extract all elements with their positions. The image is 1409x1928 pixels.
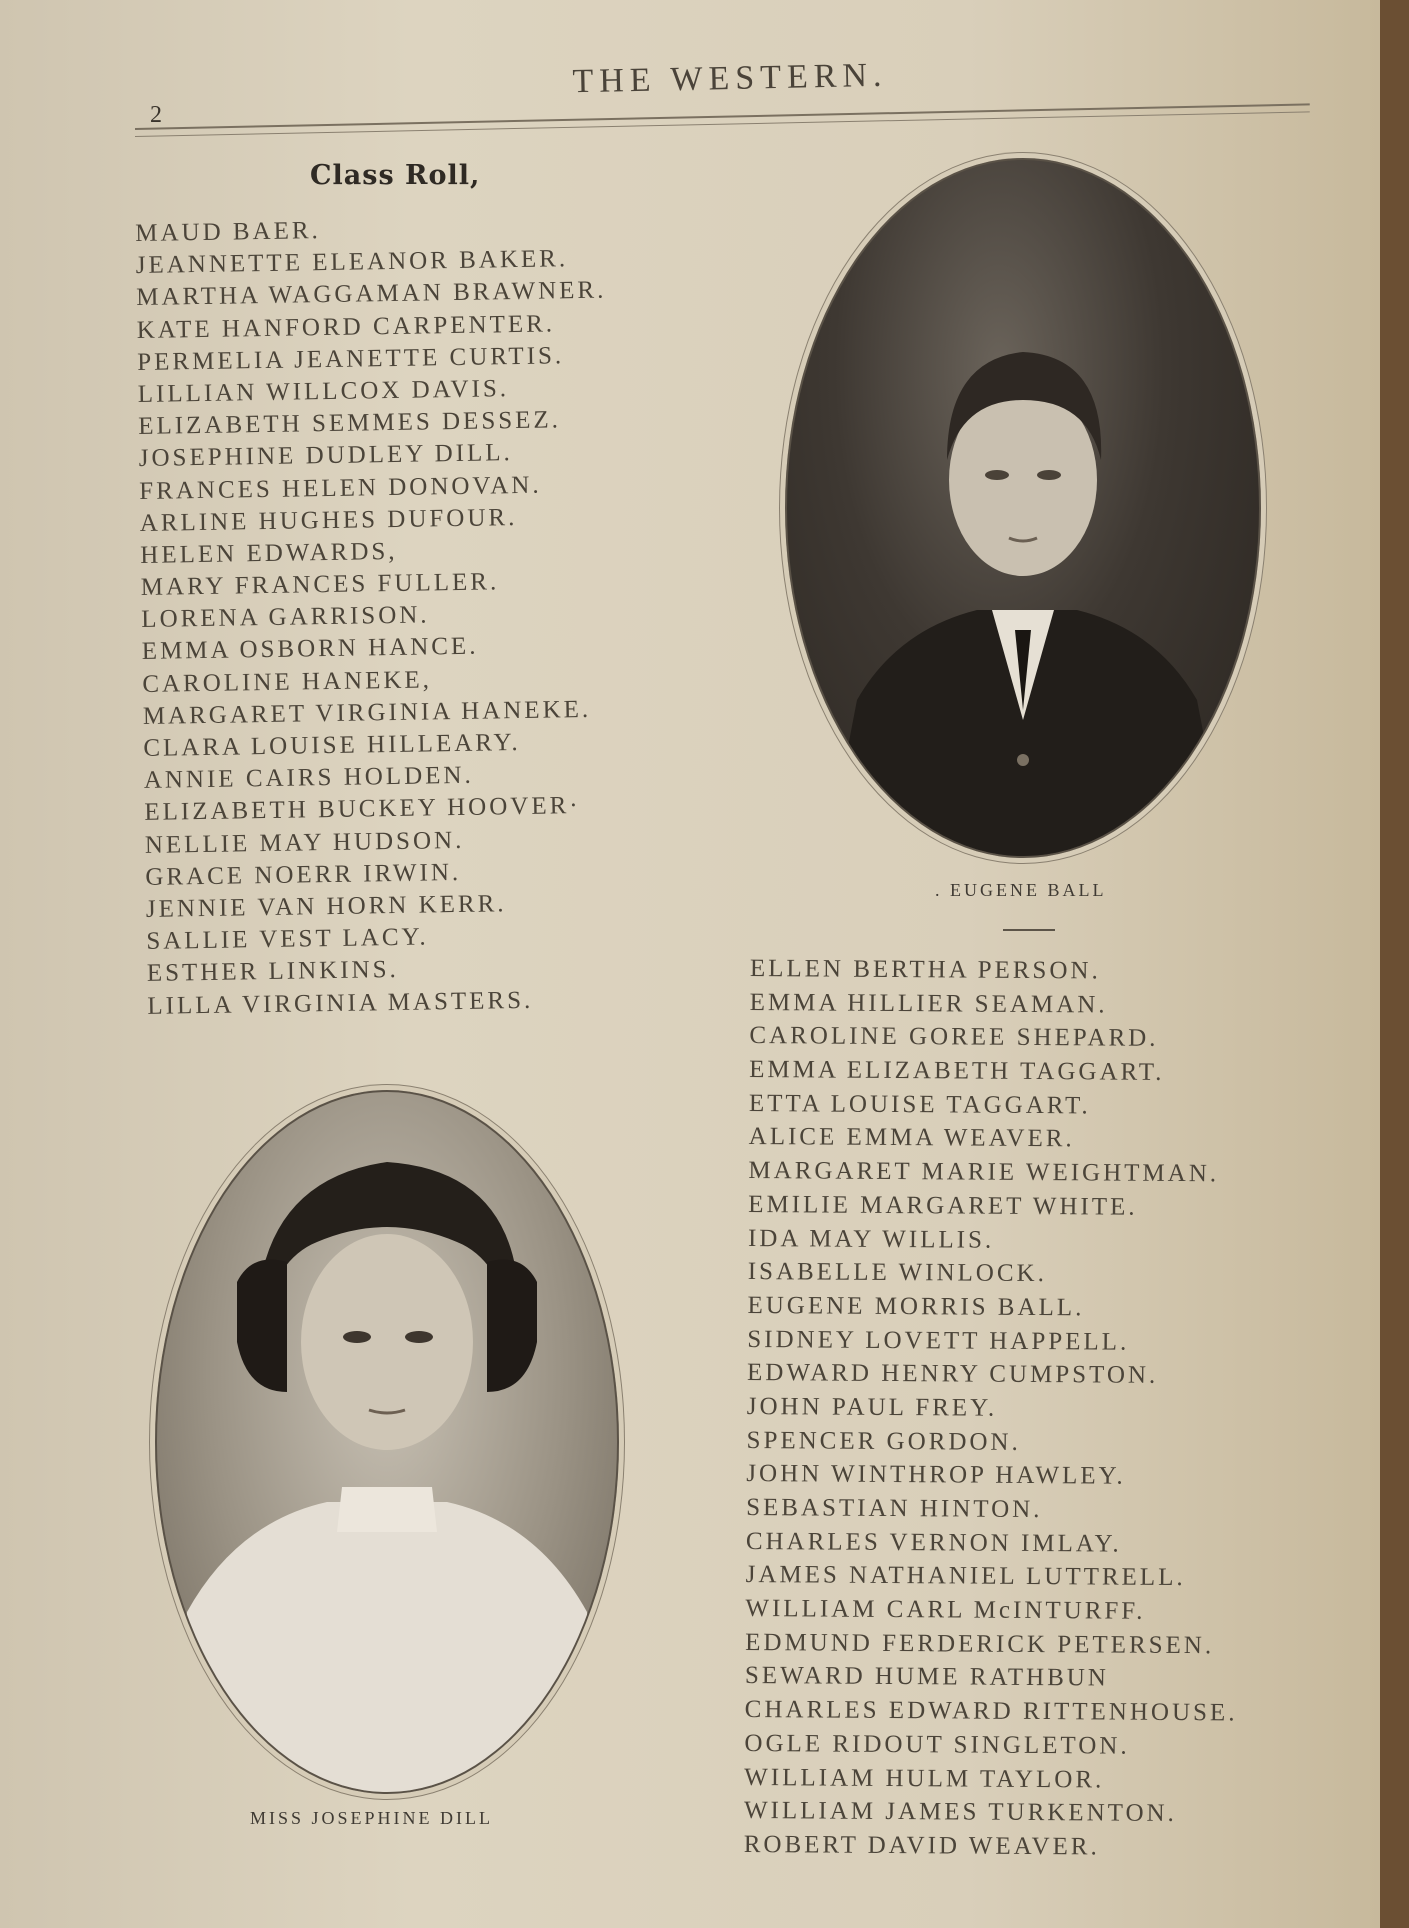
roll-name: SALLIE VEST LACY.	[146, 923, 429, 956]
roll-name: HELEN EDWARDS,	[140, 537, 398, 569]
portrait-dill-figure	[157, 1092, 617, 1792]
roll-name: EMMA HILLIER SEAMAN.	[749, 988, 1108, 1019]
roll-name: EMMA ELIZABETH TAGGART.	[749, 1056, 1165, 1086]
roll-name: LILLIAN WILLCOX DAVIS.	[137, 375, 510, 408]
roll-name: CLARA LOUISE HILLEARY.	[143, 729, 521, 762]
roll-name: EDWARD HENRY CUMPSTON.	[746, 1359, 1159, 1390]
class-roll-left-column	[135, 211, 618, 1023]
roll-name: ALICE EMMA WEAVER.	[748, 1123, 1075, 1153]
roll-name: MAUD BAER.	[135, 217, 322, 247]
roll-name: WILLIAM HULM TAYLOR.	[744, 1763, 1105, 1793]
roll-name: MARGARET VIRGINIA HANEKE.	[142, 695, 592, 730]
roll-name: WILLIAM JAMES TURKENTON.	[743, 1797, 1177, 1828]
portrait-josephine-dill	[155, 1090, 619, 1794]
roll-name: LORENA GARRISON.	[141, 601, 430, 634]
roll-name: FRANCES HELEN DONOVAN.	[139, 471, 542, 505]
roll-name: JAMES NATHANIEL LUTTRELL.	[745, 1561, 1186, 1592]
roll-name: ARLINE HUGHES DUFOUR.	[139, 503, 518, 537]
roll-name: SEWARD HUME RATHBUN	[744, 1662, 1110, 1692]
roll-name: MARTHA WAGGAMAN BRAWNER.	[136, 276, 607, 312]
roll-name: EMILIE MARGARET WHITE.	[748, 1190, 1138, 1221]
roll-name: NELLIE MAY HUDSON.	[144, 826, 465, 859]
roll-name: OGLE RIDOUT SINGLETON.	[744, 1729, 1130, 1760]
roll-name: GRACE NOERR IRWIN.	[145, 858, 462, 891]
roll-name: ESTHER LINKINS.	[146, 956, 399, 988]
roll-name: JEANNETTE ELEANOR BAKER.	[135, 245, 569, 280]
roll-name: JOSEPHINE DUDLEY DILL.	[138, 439, 514, 473]
roll-name: SIDNEY LOVETT HAPPELL.	[747, 1325, 1130, 1356]
portrait-eugene-ball	[785, 158, 1261, 858]
running-title: THE WESTERN.	[572, 56, 888, 101]
header-rule	[135, 103, 1310, 130]
roll-name: CHARLES VERNON IMLAY.	[745, 1527, 1122, 1558]
roll-name: LILLA VIRGINIA MASTERS.	[147, 986, 534, 1020]
caption-divider	[1003, 929, 1055, 931]
caption-josephine-dill: MISS JOSEPHINE DILL	[250, 1808, 494, 1828]
roll-name: JOHN WINTHROP HAWLEY.	[746, 1460, 1126, 1490]
roll-name: EUGENE MORRIS BALL.	[747, 1291, 1085, 1322]
portrait-eugene-figure	[787, 160, 1259, 856]
roll-name: ISABELLE WINLOCK.	[747, 1258, 1047, 1288]
roll-name: EMMA OSBORN HANCE.	[141, 633, 479, 666]
roll-name: JENNIE VAN HORN KERR.	[145, 890, 507, 923]
roll-name: SPENCER GORDON.	[746, 1426, 1021, 1456]
class-roll-right-column	[744, 952, 1243, 1865]
roll-name: JOHN PAUL FREY.	[746, 1392, 998, 1422]
page-number: 2	[150, 102, 162, 128]
roll-name: CAROLINE GOREE SHEPARD.	[749, 1022, 1159, 1053]
roll-name: KATE HANFORD CARPENTER.	[136, 309, 556, 344]
roll-name: ANNIE CAIRS HOLDEN.	[143, 761, 474, 795]
roll-name: PERMELIA JEANETTE CURTIS.	[137, 342, 565, 376]
roll-name: ROBERT DAVID WEAVER.	[743, 1830, 1100, 1861]
roll-name: WILLIAM CARL McINTURFF.	[745, 1595, 1146, 1625]
roll-name: ELIZABETH BUCKEY HOOVER·	[144, 792, 581, 827]
roll-name: ELLEN BERTHA PERSON.	[749, 954, 1101, 985]
section-title: Class Roll,	[310, 160, 481, 191]
roll-name: ELIZABETH SEMMES DESSEZ.	[138, 406, 562, 441]
roll-name: SEBASTIAN HINTON.	[746, 1493, 1043, 1524]
roll-name: MARY FRANCES FULLER.	[140, 568, 500, 602]
roll-name: CHARLES EDWARD RITTENHOUSE.	[744, 1696, 1238, 1727]
roll-name: ETTA LOUISE TAGGART.	[748, 1089, 1091, 1120]
roll-name: IDA MAY WILLIS.	[747, 1224, 995, 1254]
roll-name: EDMUND FERDERICK PETERSEN.	[745, 1628, 1215, 1660]
caption-eugene-ball: . EUGENE BALL	[935, 880, 1107, 900]
roll-name: MARGARET MARIE WEIGHTMAN.	[748, 1157, 1220, 1188]
roll-name: CAROLINE HANEKE,	[142, 666, 433, 698]
